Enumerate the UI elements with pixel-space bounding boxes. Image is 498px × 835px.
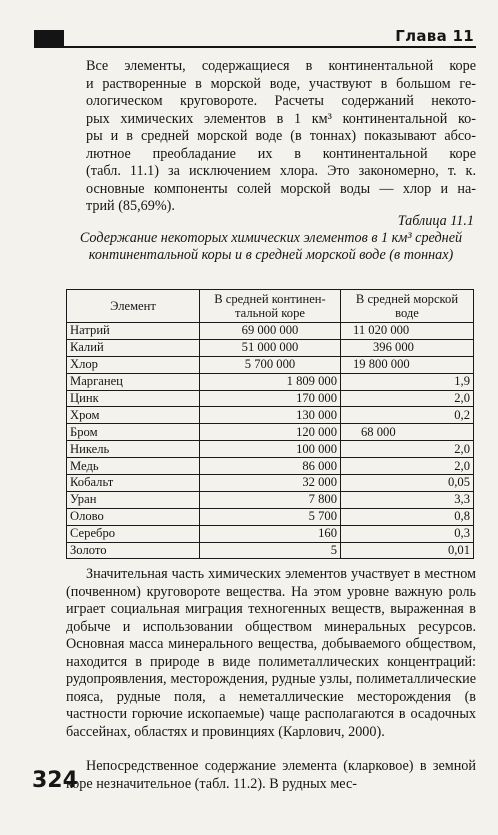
crust-value: 120 000 <box>199 424 340 441</box>
crust-value: 5 700 000 <box>199 356 340 373</box>
table-row <box>67 475 474 492</box>
table-row <box>67 525 474 542</box>
sea-value: 1,9 <box>341 373 474 390</box>
sea-value: 68 000 <box>341 424 474 441</box>
table-row <box>67 339 474 356</box>
crust-value: 51 000 000 <box>199 339 340 356</box>
element-name: Бром <box>67 424 200 441</box>
table-caption: Содержание некоторых химических элементов в 1 км³ средней континентальной коры и в средней морской воде (в тоннах) <box>79 230 463 263</box>
element-name: Калий <box>67 339 200 356</box>
element-name: Цинк <box>67 390 200 407</box>
intro-line: ологическом круговороте. Расчеты содержаний некото- <box>86 93 476 109</box>
element-name: Золото <box>67 542 200 559</box>
intro-line: и растворенные в морской воде, участвуют в большом ге- <box>86 75 476 92</box>
sea-value: 2,0 <box>341 390 474 407</box>
sea-value: 11 020 000 <box>341 323 474 340</box>
sea-value: 2,0 <box>341 441 474 458</box>
crust-value: 86 000 <box>199 458 340 475</box>
sea-value: 3,3 <box>341 491 474 508</box>
element-name: Кобальт <box>67 475 200 492</box>
intro-line: (табл. 11.1) за исключением хлора. Это закономерно, т. к. <box>86 163 476 179</box>
sea-value: 0,3 <box>341 525 474 542</box>
crust-value: 170 000 <box>199 390 340 407</box>
table-row <box>67 390 474 407</box>
table-row <box>67 508 474 525</box>
sea-value: 2,0 <box>341 458 474 475</box>
crust-value: 69 000 000 <box>199 323 340 340</box>
crust-value: 100 000 <box>199 441 340 458</box>
element-name: Медь <box>67 458 200 475</box>
intro-line: рых химических элементов в 1 км³ континентальной ко- <box>86 110 476 127</box>
intro-line: Все элементы, содержащиеся в континентальной коре <box>86 58 476 74</box>
table-row <box>67 323 474 340</box>
header-sea-water: В средней морской воде <box>341 290 474 323</box>
page-number: 324 <box>32 768 78 793</box>
sea-value: 0,05 <box>341 475 474 492</box>
table-row <box>67 407 474 424</box>
sea-value: 19 800 000 <box>341 356 474 373</box>
sea-value: 0,8 <box>341 508 474 525</box>
element-name: Олово <box>67 508 200 525</box>
element-name: Уран <box>67 491 200 508</box>
crust-value: 32 000 <box>199 475 340 492</box>
header-element: Элемент <box>67 290 200 323</box>
body-paragraph-continued: Непосредственное содержание элемента (кларковое) в земной коре незначительное (табл. 11.2). В рудных мес- <box>66 758 476 792</box>
table-row <box>67 373 474 390</box>
intro-line: трий (85,69%). <box>86 198 175 214</box>
sea-value: 396 000 <box>341 339 474 356</box>
table-row <box>67 424 474 441</box>
header-marker-block <box>34 30 64 48</box>
body-paragraph: Значительная часть химических элементов участвует в местном (почвенном) круговороте вещества. На этом уровне важную роль играет социальная миграция техногенных веществ, выраженная в добыче и использовании обществом минеральных ресурсов. Основная масса минерального вещества, добываемого обществом, находится в природе в виде полиметаллических концентраций: рудопроявления, месторождения, рудные узлы, полиметаллические пояса, рудные поля, а неметаллические месторождения (в частности горючие ископаемые) чаще располагаются в осадочных бассейнах, областях и провинциях (Карлович, 2000). <box>66 566 476 740</box>
intro-paragraph <box>66 58 476 216</box>
element-name: Натрий <box>67 323 200 340</box>
crust-value: 160 <box>199 525 340 542</box>
header-rule <box>64 46 476 48</box>
table-row <box>67 441 474 458</box>
sea-value: 0,01 <box>341 542 474 559</box>
intro-line: лютное преобладание их в континентальной коре <box>86 145 476 162</box>
sea-value: 0,2 <box>341 407 474 424</box>
table-header-row <box>67 290 474 323</box>
crust-value: 5 700 <box>199 508 340 525</box>
intro-line: ры и в средней морской воде (в тоннах) показывают абсо- <box>86 128 476 144</box>
element-name: Хлор <box>67 356 200 373</box>
table-number: Таблица 11.1 <box>397 213 474 229</box>
table-row <box>67 458 474 475</box>
element-name: Марганец <box>67 373 200 390</box>
element-name: Серебро <box>67 525 200 542</box>
element-content-table <box>66 289 474 559</box>
header-continental-crust: В средней континен-тальной коре <box>199 290 340 323</box>
element-name: Никель <box>67 441 200 458</box>
intro-line: основные компоненты солей морской воды — хлор и на- <box>86 180 476 197</box>
table-row <box>67 491 474 508</box>
element-name: Хром <box>67 407 200 424</box>
crust-value: 7 800 <box>199 491 340 508</box>
crust-value: 130 000 <box>199 407 340 424</box>
table-row <box>67 356 474 373</box>
crust-value: 1 809 000 <box>199 373 340 390</box>
crust-value: 5 <box>199 542 340 559</box>
table-row <box>67 542 474 559</box>
chapter-title: Глава 11 <box>395 27 474 45</box>
